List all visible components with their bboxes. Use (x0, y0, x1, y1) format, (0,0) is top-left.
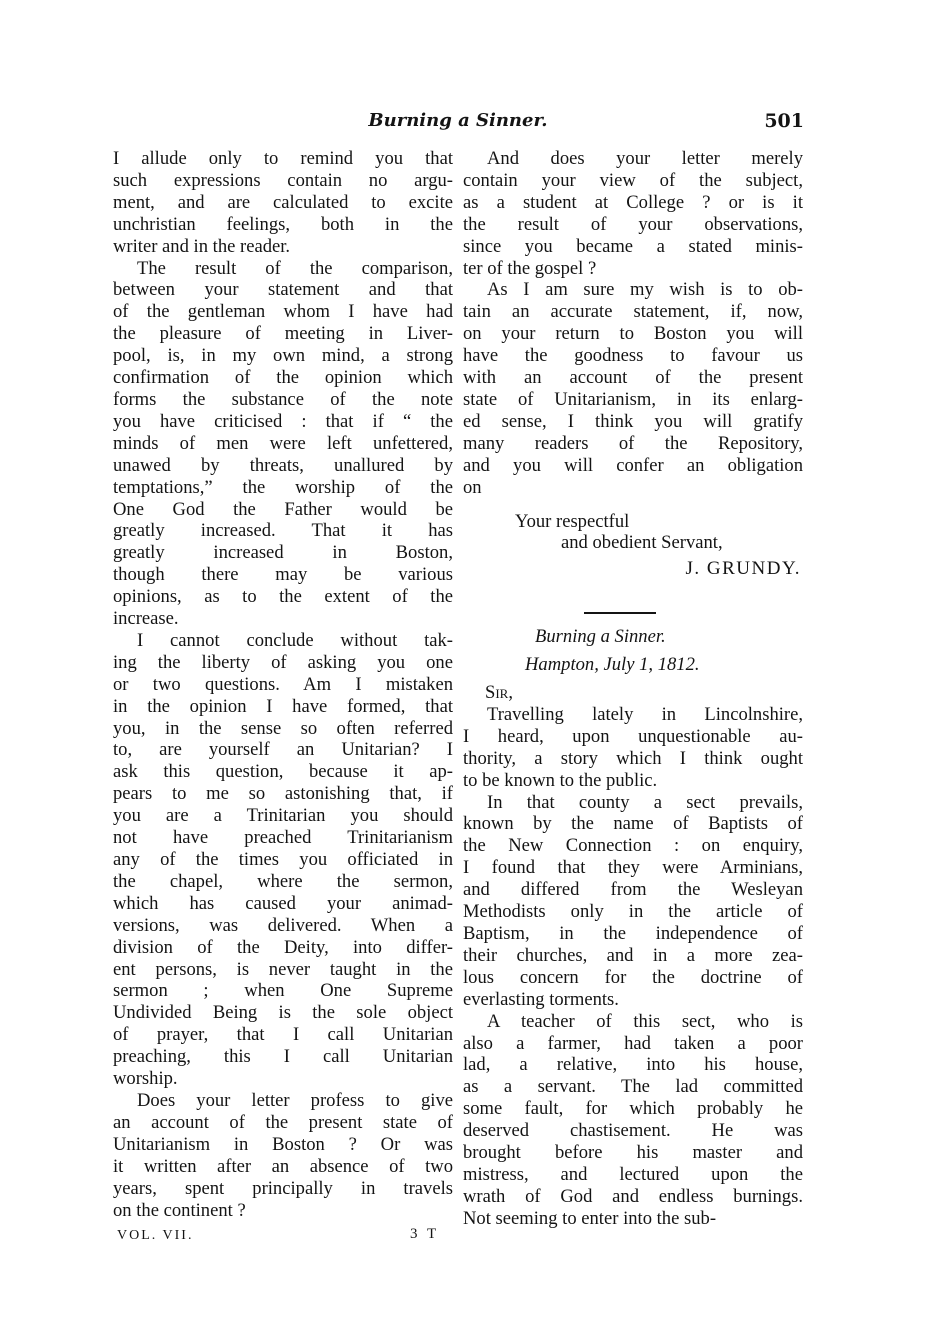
section-divider (584, 612, 656, 614)
text-line: unchristian feelings, both in the (113, 213, 453, 235)
signature-mark: 3 T (410, 1226, 440, 1242)
paragraph (113, 258, 453, 630)
paragraph (113, 630, 453, 1090)
paragraph (463, 792, 803, 1011)
text-line: Unitarianism in Boston ? Or was (113, 1133, 453, 1155)
text-line: confirmation of the opinion which (113, 367, 453, 389)
text-line: tain an accurate statement, if, now, (463, 301, 803, 323)
volume-label: VOL. VII. (117, 1228, 194, 1243)
text-line: I found that they were Arminians, (463, 857, 803, 879)
text-line: And does your letter merely (487, 148, 803, 169)
text-line: of the gentleman whom I have had (113, 301, 453, 323)
text-line: some fault, for which probably he (463, 1098, 803, 1120)
text-line: worship. (113, 1068, 178, 1090)
text-line: since you became a stated minis- (463, 235, 803, 257)
text-line: Travelling lately in Lincolnshire, (487, 703, 803, 725)
text-line: on your return to Boston you will (463, 323, 803, 345)
text-line: and you will confer an obligation (463, 454, 803, 476)
text-line: versions, was delivered. When a (113, 914, 453, 936)
text-line: ing the liberty of asking you one (113, 651, 453, 673)
text-line: greatly increased. That it has (113, 520, 453, 542)
text-line: though there may be various (113, 564, 453, 586)
text-line: the chapel, where the sermon, (113, 870, 453, 892)
text-line: between your statement and that (113, 279, 453, 301)
page-number: 501 (764, 110, 804, 132)
text-line: you, in the sense so often referred (113, 717, 453, 739)
text-line: and differed from the Wesleyan (463, 879, 803, 901)
text-line: division of the Deity, into differ- (113, 936, 453, 958)
paragraph (463, 704, 803, 792)
text-line: have the goodness to favour us (463, 345, 803, 367)
text-line: an account of the present state of (113, 1111, 453, 1133)
article-heading: Burning a Sinner. (535, 626, 666, 648)
text-line: ment, and are calculated to excite (113, 191, 453, 213)
text-line: preaching, this I call Unitarian (113, 1046, 453, 1068)
text-line: sermon ; when One Supreme (113, 980, 453, 1002)
text-line: ed sense, I think you will gratify (463, 410, 803, 432)
text-line: you have criticised : that if “ the (113, 410, 453, 432)
text-line: The result of the comparison, (137, 257, 453, 279)
text-line: in the opinion I have formed, that (113, 695, 453, 717)
text-line: forms the substance of the note (113, 388, 453, 410)
text-line: increase. (113, 608, 179, 630)
text-line: lous concern for the doctrine of (463, 966, 803, 988)
closing-line: Your respectful (515, 510, 630, 532)
text-line: ter of the gospel ? (463, 257, 597, 279)
text-line: everlasting torments. (463, 988, 619, 1010)
closing-line-2: and obedient Servant, (561, 532, 723, 554)
running-title: Burning a Sinner. (368, 110, 548, 131)
text-line: temptations,” the worship of the (113, 476, 453, 498)
salutation: Sir, (485, 682, 513, 704)
text-line: contain your view of the subject, (463, 169, 803, 191)
text-line: minds of men were left unfettered, (113, 432, 453, 454)
text-line: with an account of the present (463, 367, 803, 389)
text-line: deserved chastisement. He was (463, 1120, 803, 1142)
text-line: such expressions contain no argu- (113, 169, 453, 191)
text-line: One God the Father would be (113, 498, 453, 520)
text-line: their churches, and in a more zea- (463, 944, 803, 966)
text-line: thority, a story which I think ought (463, 747, 803, 769)
text-line: pool, is, in my own mind, a strong (113, 345, 453, 367)
paragraph (463, 1011, 803, 1230)
text-line: ask this question, because it ap- (113, 761, 453, 783)
text-line: Undivided Being is the sole object (113, 1002, 453, 1024)
running-head (112, 110, 804, 136)
text-line: lad, a relative, into his house, (463, 1054, 803, 1076)
text-line: as a student at College ? or is it (463, 191, 803, 213)
text-line: as a servant. The lad committed (463, 1076, 803, 1098)
paragraph (463, 279, 803, 498)
paragraph (463, 148, 803, 279)
article-body (463, 704, 803, 1230)
text-line: greatly increased in Boston, (113, 542, 453, 564)
text-line: I heard, upon unquestionable au- (463, 725, 803, 747)
text-line: Not seeming to enter into the sub- (463, 1207, 717, 1229)
text-line: to be known to the public. (463, 769, 658, 791)
dateline: Hampton, July 1, 1812. (525, 654, 700, 676)
text-line: of prayer, that I call Unitarian (113, 1024, 453, 1046)
text-line: which has caused your animad- (113, 892, 453, 914)
text-line: the result of your observations, (463, 213, 803, 235)
text-line: on the continent ? (113, 1199, 246, 1221)
text-line: Baptism, in the independence of (463, 923, 803, 944)
paragraph (113, 148, 453, 258)
text-line: unawed by threats, unallured by (113, 454, 453, 476)
text-line: ent persons, is never taught in the (113, 958, 453, 980)
text-line: you are a Trinitarian you should (113, 805, 453, 827)
text-line: it written after an absence of two (113, 1155, 453, 1177)
text-line: brought before his master and (463, 1142, 803, 1164)
text-line: pears to me so astonishing that, if (113, 783, 453, 805)
text-line: Methodists only in the article of (463, 901, 803, 923)
text-line: the pleasure of meeting in Liver- (113, 323, 453, 345)
left-column (113, 148, 453, 1221)
text-line: In that county a sect prevails, (487, 791, 803, 813)
text-line: I allude only to remind you that (113, 148, 453, 169)
text-line: As I am sure my wish is to ob- (487, 279, 803, 301)
text-line: opinions, as to the extent of the (113, 586, 453, 608)
text-line: state of Unitarianism, in its enlarg- (463, 388, 803, 410)
text-line: on (463, 476, 482, 498)
text-line: the New Connection : on enquiry, (463, 835, 803, 857)
text-line: I cannot conclude without tak- (137, 629, 453, 651)
text-line: known by the name of Baptists of (463, 813, 803, 835)
text-line: years, spent principally in travels (113, 1177, 453, 1199)
right-letter-body (463, 148, 803, 499)
paragraph (113, 1090, 453, 1221)
text-line: writer and in the reader. (113, 235, 291, 257)
text-line: Does your letter profess to give (137, 1089, 453, 1111)
text-line: A teacher of this sect, who is (487, 1010, 803, 1032)
text-line: many readers of the Repository, (463, 432, 803, 454)
text-line: or two questions. Am I mistaken (113, 673, 453, 695)
text-line: also a farmer, had taken a poor (463, 1032, 803, 1054)
text-line: to, are yourself an Unitarian? I (113, 739, 453, 761)
text-line: not have preached Trinitarianism (113, 827, 453, 849)
text-line: mistress, and lectured upon the (463, 1163, 803, 1185)
text-line: any of the times you officiated in (113, 849, 453, 870)
right-column (463, 148, 803, 1230)
text-line: wrath of God and endless burnings. (463, 1185, 803, 1207)
signature: J. GRUNDY. (685, 558, 801, 580)
